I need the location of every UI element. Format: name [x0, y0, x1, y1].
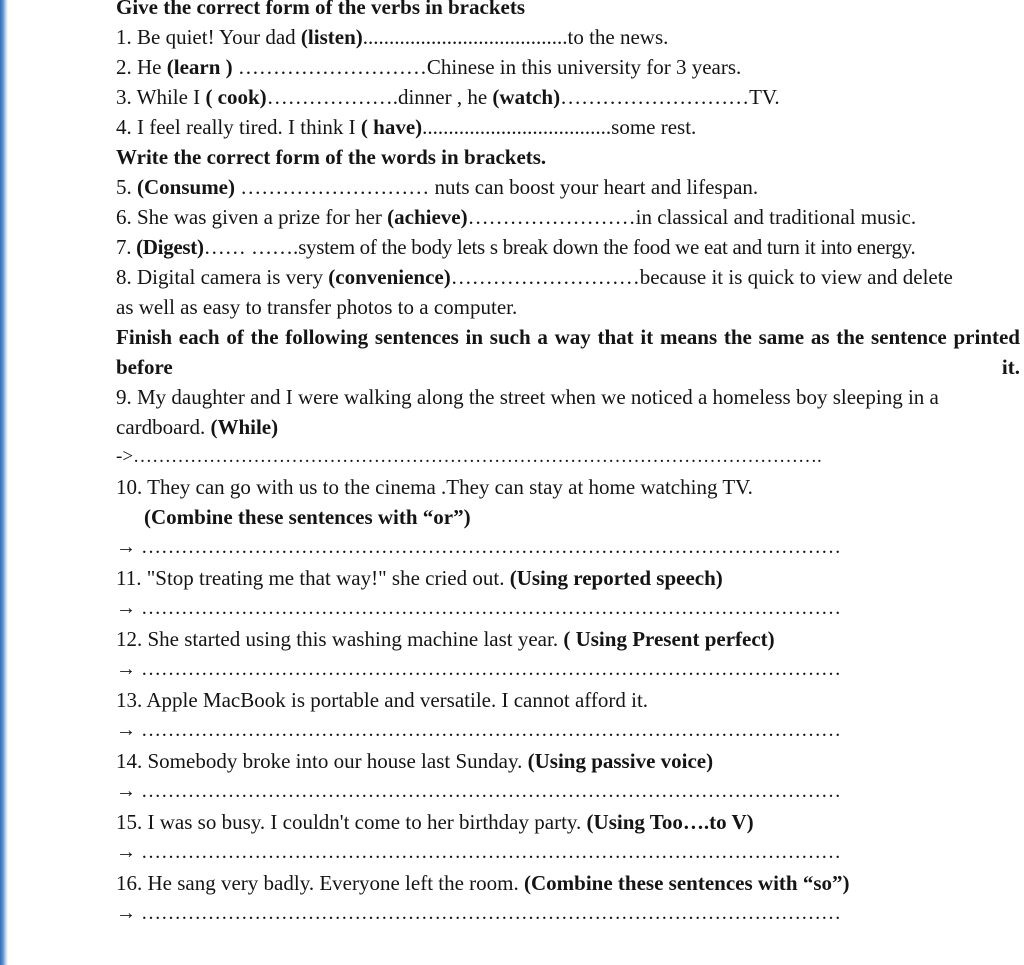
item-10-hint: (Combine these sentences with “or”) [144, 505, 471, 529]
worksheet [116, 0, 1020, 929]
blank-5[interactable]: ……………………… [235, 175, 435, 199]
arrow-icon: → [116, 536, 136, 558]
section1-heading: Give the correct form of the verbs in brackets [116, 0, 525, 19]
blank-4[interactable]: .................................... [422, 115, 612, 139]
item-13-answer [116, 715, 1020, 746]
item-12-answer [116, 654, 1020, 685]
section2-heading: Write the correct form of the words in brackets. [116, 145, 547, 169]
answer-line-12[interactable]: …………………………………………………………………………………………… [136, 658, 841, 680]
answer-line-16[interactable]: …………………………………………………………………………………………… [136, 902, 841, 924]
item-6: 6. She was given a prize for her (achieve)……………………in classical and traditional music. [116, 205, 917, 229]
item-12: 12. She started using this washing machine last year. ( Using Present perfect) [116, 627, 775, 651]
answer-line-10[interactable]: …………………………………………………………………………………………… [136, 536, 841, 558]
blank-8[interactable]: ……………………… [450, 265, 640, 289]
item-10-answer [116, 532, 1020, 563]
item-14-answer [116, 776, 1020, 807]
item-11-answer [116, 593, 1020, 624]
window-left-edge [0, 0, 8, 965]
arrow-icon: → [116, 902, 136, 924]
item-16: 16. He sang very badly. Everyone left the room. (Combine these sentences with “so”) [116, 871, 850, 895]
item-15-answer [116, 837, 1020, 868]
item-16-answer [116, 898, 1020, 929]
item-3: 3. While I ( cook)……………….dinner , he (watch)………………………TV. [116, 85, 780, 109]
arrow-icon: → [116, 780, 136, 802]
item-8: 8. Digital camera is very (convenience)………………………because it is quick to view and delete [116, 265, 953, 289]
arrow-icon: → [116, 597, 136, 619]
blank-3a[interactable]: ………………. [266, 85, 398, 109]
item-11: 11. "Stop treating me that way!" she cried out. (Using reported speech) [116, 566, 723, 590]
arrow-icon: → [116, 841, 136, 863]
blank-7[interactable]: …… ……. [203, 235, 299, 259]
blank-2[interactable]: ……………………… [232, 55, 427, 79]
item-4: 4. I feel really tired. I think I ( have)....................................some rest. [116, 115, 697, 139]
arrow-icon: -> [116, 446, 134, 467]
item-1: 1. Be quiet! Your dad (listen).......................................to the news. [116, 25, 669, 49]
item-13: 13. Apple MacBook is portable and versatile. I cannot afford it. [116, 688, 649, 712]
blank-1[interactable]: ....................................... [362, 25, 568, 49]
blank-3b[interactable]: ……………………… [560, 85, 750, 109]
arrow-icon: → [116, 658, 136, 680]
item-10: 10. They can go with us to the cinema .They can stay at home watching TV. [116, 475, 753, 499]
item-2: 2. He (learn ) ………………………Chinese in this university for 3 years. [116, 55, 742, 79]
arrow-icon: → [116, 719, 136, 741]
blank-6[interactable]: …………………… [467, 205, 636, 229]
item-14: 14. Somebody broke into our house last Sunday. (Using passive voice) [116, 749, 714, 773]
item-15: 15. I was so busy. I couldn't come to her birthday party. (Using Too….to V) [116, 810, 754, 834]
answer-line-11[interactable]: …………………………………………………………………………………………… [136, 597, 841, 619]
item-9-answer [116, 442, 1020, 472]
answer-line-9[interactable]: ………………………………………………………………………………………………. [133, 446, 822, 467]
item-9: 9. My daughter and I were walking along the street when we noticed a homeless boy sleeping in a cardboard. (While) [116, 385, 939, 439]
item-8-continued: as well as easy to transfer photos to a computer. [116, 295, 518, 319]
answer-line-15[interactable]: …………………………………………………………………………………………… [136, 841, 841, 863]
answer-line-14[interactable]: …………………………………………………………………………………………… [136, 780, 841, 802]
item-5: 5. (Consume) ……………………… nuts can boost your heart and lifespan. [116, 175, 759, 199]
section3-heading: Finish each of the following sentences in such a way that it means the same as the sentence printed before it. [116, 325, 1020, 379]
answer-line-13[interactable]: …………………………………………………………………………………………… [136, 719, 841, 741]
item-7: 7. (Digest)…… …….system of the body lets s break down the food we eat and turn it into energy. [116, 235, 916, 259]
